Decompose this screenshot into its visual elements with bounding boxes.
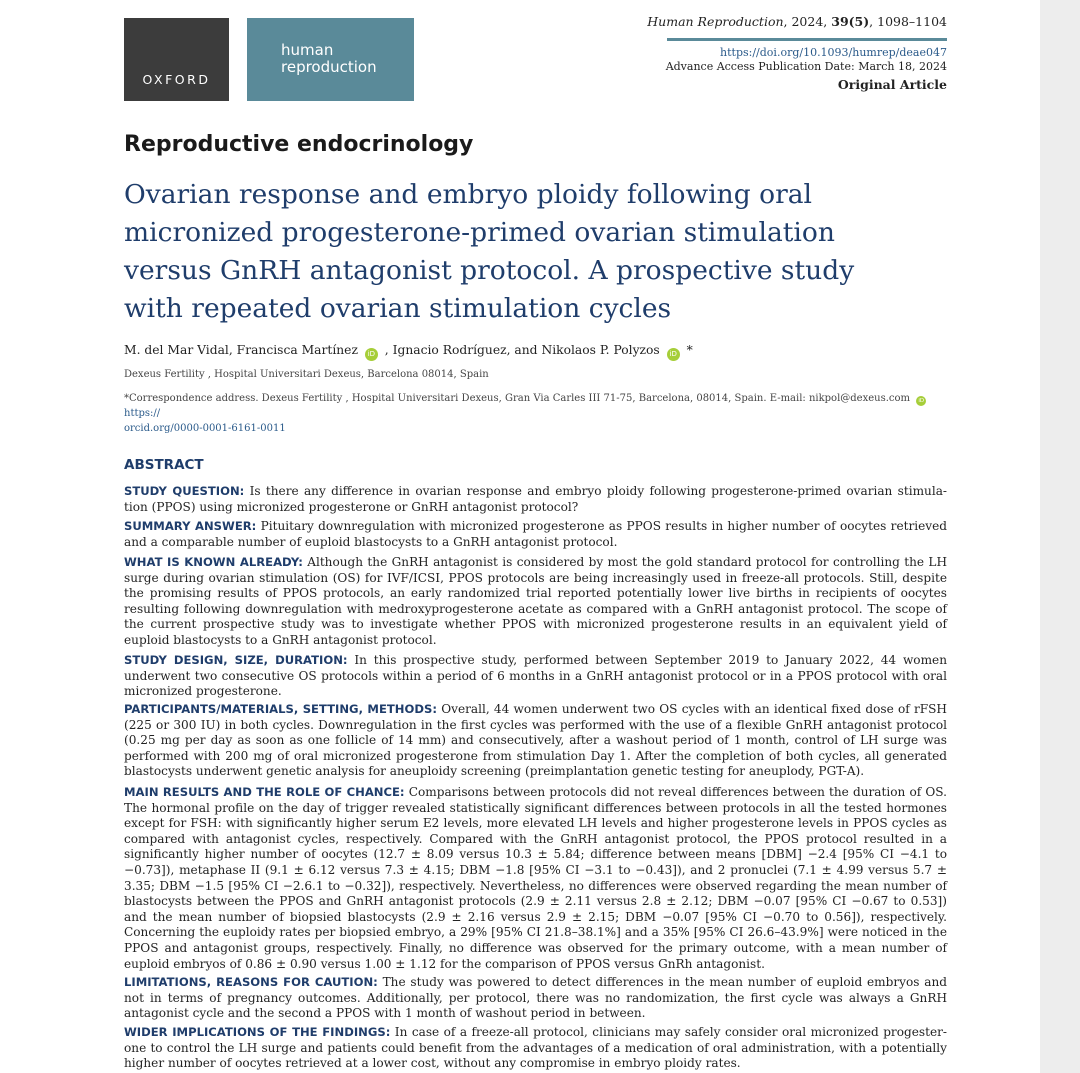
journal-meta [527,14,947,94]
human-reproduction-logo: human reproduction [247,18,414,101]
title-line: versus GnRH antagonist protocol. A prospective study [124,255,855,286]
title-line: Ovarian response and embryo ploidy following oral [124,179,813,210]
orcid-icon[interactable]: iD [365,348,378,361]
article-title [124,176,964,328]
section-heading: Reproductive endocrinology [124,132,474,157]
correspondence-address: *Correspondence address. Dexeus Fertility , Hospital Universitari Dexeus, Gran Via Carles III 71-75, Barcelona, 08014, Spain. E-mail: nikpol@dexeus.com iDhttps:// orcid.org/0000-0001-6161-0011 [124,391,946,436]
header-rule [667,38,947,41]
abstract-participants-methods: PARTICIPANTS/MATERIALS, SETTING, METHODS: Overall, 44 women underwent two OS cycles with an identical fixed dose of rFSH (225 or 300 IU) in both cycles. Downregulation in the first cycles was performed with the use of a flexible GnRH antagonist protocol (0.25 mg per day as soon as one follicle of 14 mm) and consecutively, after a washout period of 1 month, control of LH surge was performed with 200 mg of oral micronized progesterone from stimulation Day 1. After the completion of both cycles, all generated blastocysts underwent genetic analysis for aneuploidy screening (preimplantation genetic testing for aneuplody, PGT-A). [124,702,947,779]
abstract-wider-implications: WIDER IMPLICATIONS OF THE FINDINGS: In case of a freeze-all protocol, clinicians may safely consider oral micronized progester-one to control the LH surge and patients could benefit from the advantages of a medication of oral administration, with a potentially higher number of oocytes retrieved at a lower cost, without any compromise in embryo ploidy rates. [124,1025,947,1071]
affiliation: Dexeus Fertility , Hospital Universitari Dexeus, Barcelona 08014, Spain [124,369,489,380]
oxford-logo: OXFORD [124,18,229,101]
abstract-main-results: MAIN RESULTS AND THE ROLE OF CHANCE: Comparisons between protocols did not reveal differences between the duration of OS. The hormonal profile on the day of trigger revealed statistically significant differences between protocols in all the tested hormones except for FSH: with significantly higher serum E2 levels, more elevated LH levels and higher progesterone levels in PPOS cycles as compared with antagonist cycles, respectively. Compared with the GnRH antagonist protocol, the PPOS protocol resulted in a significantly higher number of oocytes (12.7 ± 8.09 versus 10.3 ± 5.84; difference between means [DBM] −2.4 [95% CI −4.1 to −0.73]), metaphase II (9.1 ± 6.12 versus 7.3 ± 4.15; DBM −1.8 [95% CI −3.1 to −0.43]), and 2 pronuclei (7.1 ± 4.99 versus 5.7 ± 3.35; DBM −1.5 [95% CI −2.6.1 to −0.32]), respectively. Nevertheless, no differences were observed regarding the mean number of blastocysts between the PPOS and GnRH antagonist protocols (2.9 ± 2.11 versus 2.8 ± 2.12; DBM −0.07 [95% CI −0.67 to 0.53]) and the mean number of biopsied blastocysts (2.9 ± 2.16 versus 2.9 ± 2.15; DBM −0.07 [95% CI −0.70 to 0.56]), respectively. Concerning the euploidy rates per biopsied embryo, a 29% [95% CI 21.8–38.1%] and a 35% [95% CI 26.6–43.9%] were noticed in the PPOS and antagonist groups, respectively. Finally, no difference was observed for the primary outcome, with a mean number of euploid embryos of 0.86 ± 0.90 versus 1.00 ± 1.12 for the comparison of PPOS versus GnRh antagonist. [124,785,947,971]
title-line: with repeated ovarian stimulation cycles [124,293,672,324]
title-line: micronized progesterone-primed ovarian stimulation [124,217,835,248]
page-margin-strip [1040,0,1080,1073]
journal-citation: Human Reproduction, 2024, 39(5), 1098–1104 [647,14,947,29]
author-list: M. del Mar Vidal, Francisca Martínez iD , Ignacio Rodríguez, and Nikolaos P. Polyzos iD * [124,341,693,361]
orcid-link-continued[interactable]: orcid.org/0000-0001-6161-0011 [124,423,286,434]
orcid-icon[interactable]: iD [916,396,926,406]
abstract-limitations: LIMITATIONS, REASONS FOR CAUTION: The study was powered to detect differences in the mean number of euploid embryos and not in terms of pregnancy outcomes. Additionally, per protocol, there was no randomization, the first cycle was always a GnRH antagonist cycle and the second a PPOS with 1 month of washout period in between. [124,975,947,1021]
article-type: Original Article [837,77,947,92]
abstract-study-question: STUDY QUESTION: Is there any difference in ovarian response and embryo ploidy following progesterone-primed ovarian stimula-tion (PPOS) using micronized progesterone or GnRH antagonist protocol? [124,484,948,514]
abstract-what-is-known: WHAT IS KNOWN ALREADY: Although the GnRH antagonist is considered by most the gold standard protocol for controlling the LH surge during ovarian stimulation (OS) for IVF/ICSI, PPOS protocols are being increasingly used in freeze-all protocols. Still, despite the promising results of PPOS protocols, an early randomized trial reported potentially lower live births in recipients of oocytes resulting following downregulation with medroxyprogesterone acetate as compared with a GnRH antagonist protocol. The scope of the current prospective study was to investigate whether PPOS with micronized progesterone results in an equivalent yield of euploid blastocysts to a GnRH antagonist protocol. [124,555,947,647]
orcid-icon[interactable]: iD [667,348,680,361]
doi-link[interactable]: https://doi.org/10.1093/humrep/deae047 [720,46,947,59]
abstract-study-design: STUDY DESIGN, SIZE, DURATION: In this prospective study, performed between September 2019 to January 2022, 44 women underwent two consecutive OS protocols within a period of 6 months in a GnRH antagonist protocol or in a PPOS protocol with oral micronized progesterone. [124,653,947,699]
orcid-link[interactable]: https:// [124,408,161,419]
abstract-summary-answer: SUMMARY ANSWER: Pituitary downregulation with micronized progesterone as PPOS results in higher number of oocytes retrieved and a comparable number of euploid blastocysts to a GnRH antagonist protocol. [124,519,947,549]
abstract-heading: ABSTRACT [124,457,204,473]
advance-access-date: Advance Access Publication Date: March 18, 2024 [665,60,947,73]
